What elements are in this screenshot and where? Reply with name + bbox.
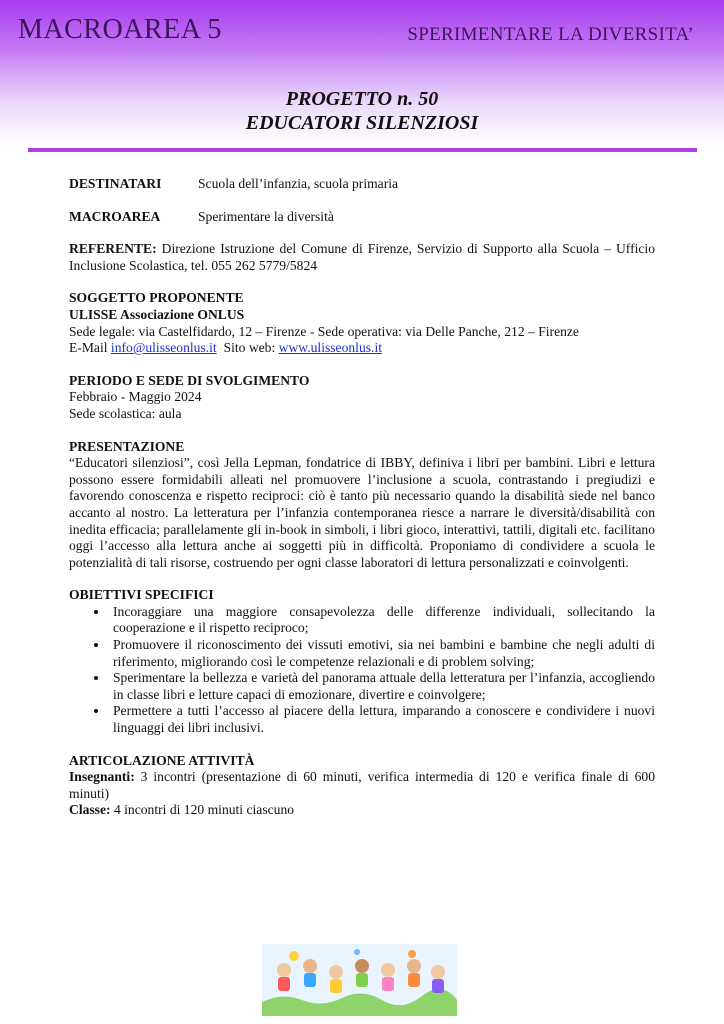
project-number: PROGETTO n. 50 [285, 88, 439, 110]
header-divider [28, 148, 697, 152]
referente-label: REFERENTE: [69, 241, 157, 257]
periodo-heading: PERIODO E SEDE DI SVOLGIMENTO [69, 372, 310, 388]
children-illustration [262, 944, 457, 1016]
web-label: Sito web: [223, 340, 276, 356]
articolazione-heading: ARTICOLAZIONE ATTIVITÀ [69, 752, 255, 768]
classe-label: Classe: [69, 802, 111, 818]
list-item: • Promuovere il riconoscimento dei vissuti emotivi, sia nei bambini e bambine che negli adulti di riferimento, migliorando così le competenze relazionali e di problem solving; [109, 637, 655, 670]
insegnanti-label: Insegnanti: [69, 769, 135, 785]
soggetto-name: ULISSE Associazione ONLUS [69, 306, 245, 322]
list-item: • Sperimentare la bellezza e varietà del panorama attuale della letteratura per l’infanzia, accogliendo in classe libri e letture capaci di emozionare, divertire e coinvolgere; [109, 670, 655, 703]
obiettivi-list [69, 604, 655, 737]
referente-value: Direzione Istruzione del Comune di Firenze, Servizio di Supporto alla Scuola – Ufficio Inclusione Scolastica, tel. 055 262 5779/5824 [69, 241, 656, 273]
destinatari-value: Scuola dell’infanzia, scuola primaria [198, 176, 399, 191]
project-title: EDUCATORI SILENZIOSI [245, 112, 479, 134]
insegnanti-paragraph [69, 769, 655, 802]
email-link[interactable]: info@ulisseonlus.it [110, 340, 217, 356]
list-item: • Incoraggiare una maggiore consapevolezza delle differenze individuali, sollecitando la cooperazione e il rispetto reciproco; [109, 604, 655, 637]
destinatari-row [69, 176, 655, 193]
macroarea-heading: MACROAREA 5 [18, 14, 222, 45]
macroarea-row [69, 209, 655, 226]
periodo-sede: Sede scolastica: aula [69, 405, 182, 421]
list-item: • Permettere a tutti l’accesso al piacere della lettura, imparando a conoscere e condividere i nuovi linguaggi dei libri inclusivi. [109, 703, 655, 736]
website-link[interactable]: www.ulisseonlus.it [278, 340, 382, 356]
header-banner [0, 0, 724, 146]
presentazione-heading: PRESENTAZIONE [69, 438, 185, 454]
presentazione-text: “Educatori silenziosi”, così Jella Lepman, fondatrice di IBBY, definiva i libri per bambini. Libri e lettura possono essere formidabili alleati nel promuovere l’inclusione a scuola, contrastando i pregiudizi e favorendo conoscenza e rispetto reciproci: ciò è tanto più necessario quando la disabilità siede nel banco accanto al nostro. La letteratura per l’infanzia contemporanea riesce a narrare le diversità/disabilità con inedita efficacia; parallelamente gli in-book in simboli, i libri gioco, interattivi, tattili, digitali etc. facilitano oggi l’accesso alla lettura anche ai soggetti più in difficoltà. Proponiamo di condividere a scuola le potenzialità di tali risorse, costruendo per ogni classe laboratori di lettura personalizzati e coinvolgenti. [69, 455, 655, 570]
soggetto-address: Sede legale: via Castelfidardo, 12 – Firenze - Sede operativa: via Delle Panche, 212 – Firenze [69, 323, 579, 339]
classe-value: 4 incontri di 120 minuti ciascuno [113, 802, 295, 818]
classe-paragraph [69, 802, 655, 819]
referente-paragraph [69, 241, 655, 274]
soggetto-contacts [69, 340, 655, 357]
insegnanti-value: 3 incontri (presentazione di 60 minuti, verifica intermedia di 120 e verifica finale di 600 minuti) [69, 769, 656, 801]
periodo-dates: Febbraio - Maggio 2024 [69, 389, 202, 405]
document-body [69, 176, 655, 819]
macroarea-value: Sperimentare la diversità [198, 208, 334, 224]
destinatari-label: DESTINATARI [69, 176, 162, 191]
macroarea-label: MACROAREA [69, 208, 161, 224]
theme-heading: SPERIMENTARE LA DIVERSITA’ [407, 24, 694, 45]
email-label: E-Mail [69, 340, 108, 356]
soggetto-heading: SOGGETTO PROPONENTE [69, 290, 244, 306]
obiettivi-heading: OBIETTIVI SPECIFICI [69, 587, 214, 603]
